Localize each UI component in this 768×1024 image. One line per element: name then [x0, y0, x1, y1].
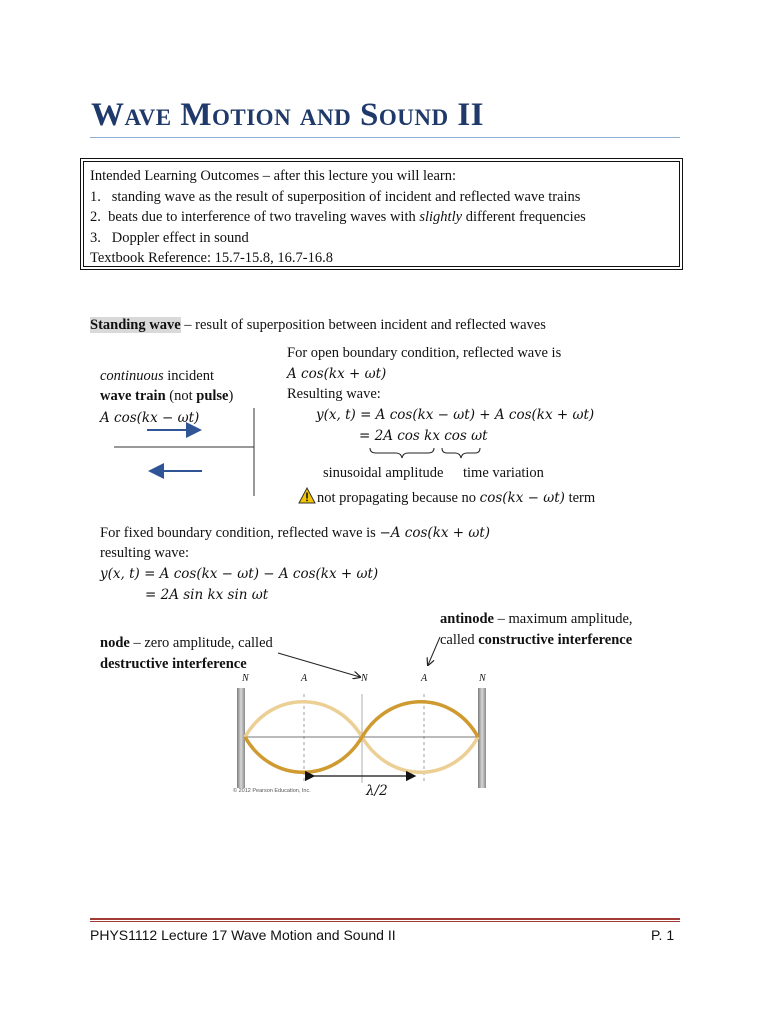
- antinode-definition: [440, 611, 633, 628]
- outcome-text-end: different frequencies: [462, 209, 586, 225]
- under-braces: [360, 446, 490, 460]
- antinode-def: – maximum amplitude,: [494, 611, 633, 627]
- standing-wave-definition: [90, 317, 546, 334]
- open-boundary-intro: For open boundary condition, reflected wave is: [287, 345, 562, 361]
- footer-divider-thin: [90, 921, 680, 922]
- outcome-text: beats due to interference of two traveling waves with: [108, 209, 420, 225]
- footer-course-title: PHYS1112 Lecture 17 Wave Motion and Sound II: [90, 927, 396, 943]
- warning-text-post: term: [564, 490, 596, 506]
- outcome-emphasis: slightly: [419, 209, 463, 225]
- node-label: N: [361, 673, 368, 684]
- outcome-text: standing wave as the result of superposition of incident and reflected wave trains: [111, 188, 581, 205]
- footer-divider: [90, 918, 680, 920]
- brace-label-amplitude: sinusoidal amplitude: [323, 465, 444, 481]
- incident-line2: [100, 388, 233, 405]
- fixed-resulting-label: resulting wave:: [100, 545, 189, 561]
- page-title: Wave Motion and Sound II: [91, 97, 485, 133]
- wave-train-term: wave train: [100, 388, 166, 404]
- outcome-number: 3.: [90, 229, 101, 246]
- title-divider: [90, 137, 680, 138]
- fixed-reflected-formula: −A cos(kx + ωt): [379, 525, 491, 541]
- node-label: N: [479, 673, 486, 684]
- brace-label-time: time variation: [463, 465, 544, 481]
- incident-mid: (not: [165, 388, 197, 404]
- fixed-equation-1: y(x, t) = A cos(kx − ωt) − A cos(kx + ωt): [100, 566, 379, 582]
- outcome-item: [90, 187, 586, 208]
- antinode-term: antinode: [440, 611, 494, 627]
- half-wavelength-label: λ/2: [366, 783, 388, 799]
- warning-math: cos(kx − ωt): [479, 490, 565, 506]
- node-label: N: [242, 673, 249, 684]
- open-resulting-label: Resulting wave:: [287, 386, 381, 402]
- outcome-number: 2.: [90, 209, 101, 225]
- time-brace: [442, 448, 480, 458]
- outcome-number: 1.: [90, 188, 101, 205]
- standing-wave-def: – result of superposition between incident and reflected waves: [180, 317, 546, 333]
- node-pointer-arrow: [278, 653, 360, 677]
- learning-outcomes-box: [80, 158, 683, 270]
- textbook-reference: Textbook Reference: 15.7-15.8, 16.7-16.8: [90, 250, 334, 266]
- fixed-equation-2: = 2A sin kx sin ωt: [145, 587, 269, 603]
- warning-text-pre: not propagating because no: [317, 490, 480, 506]
- outcomes-heading: Intended Learning Outcomes – after this lecture you will learn:: [90, 168, 456, 184]
- open-equation-2: = 2A cos kx cos ωt: [359, 428, 488, 444]
- outcome-item: [90, 207, 586, 228]
- incident-reflection-diagram: [110, 408, 270, 498]
- warning-icon: [298, 487, 316, 504]
- antinode-pointer-arrow: [428, 637, 440, 665]
- antinode-called: called: [440, 632, 479, 648]
- incident-text: incident: [163, 368, 214, 384]
- node-def: – zero amplitude, called: [129, 635, 273, 651]
- open-reflected-formula: A cos(kx + ωt): [287, 366, 387, 382]
- fixed-boundary-intro: [100, 525, 490, 542]
- antinode-label: A: [421, 673, 428, 684]
- page-number: P. 1: [651, 927, 675, 943]
- figure-credit: © 2012 Pearson Education, Inc.: [233, 788, 311, 794]
- standing-wave-figure: [232, 688, 492, 788]
- node-term: node: [100, 635, 130, 651]
- amplitude-brace: [370, 448, 434, 458]
- standing-wave-term: Standing wave: [90, 317, 181, 333]
- pulse-term: pulse: [196, 388, 229, 404]
- constructive-interference-term: constructive interference: [478, 632, 633, 648]
- antinode-line2: [440, 632, 632, 649]
- incident-line1: [100, 368, 214, 385]
- open-equation-1: y(x, t) = A cos(kx − ωt) + A cos(kx + ωt): [316, 407, 595, 423]
- outcome-text: Doppler effect in sound: [111, 229, 249, 246]
- outcome-item: [90, 228, 586, 249]
- antinode-label: A: [301, 673, 308, 684]
- incident-formula: A cos(kx − ωt): [100, 410, 200, 426]
- node-definition: [100, 635, 273, 652]
- warning-text: [317, 490, 595, 507]
- fixed-intro-text: For fixed boundary condition, reflected wave is: [100, 525, 380, 541]
- incident-emphasis: continuous: [100, 368, 164, 384]
- destructive-interference-term: destructive interference: [100, 656, 247, 672]
- incident-end: ): [228, 388, 234, 404]
